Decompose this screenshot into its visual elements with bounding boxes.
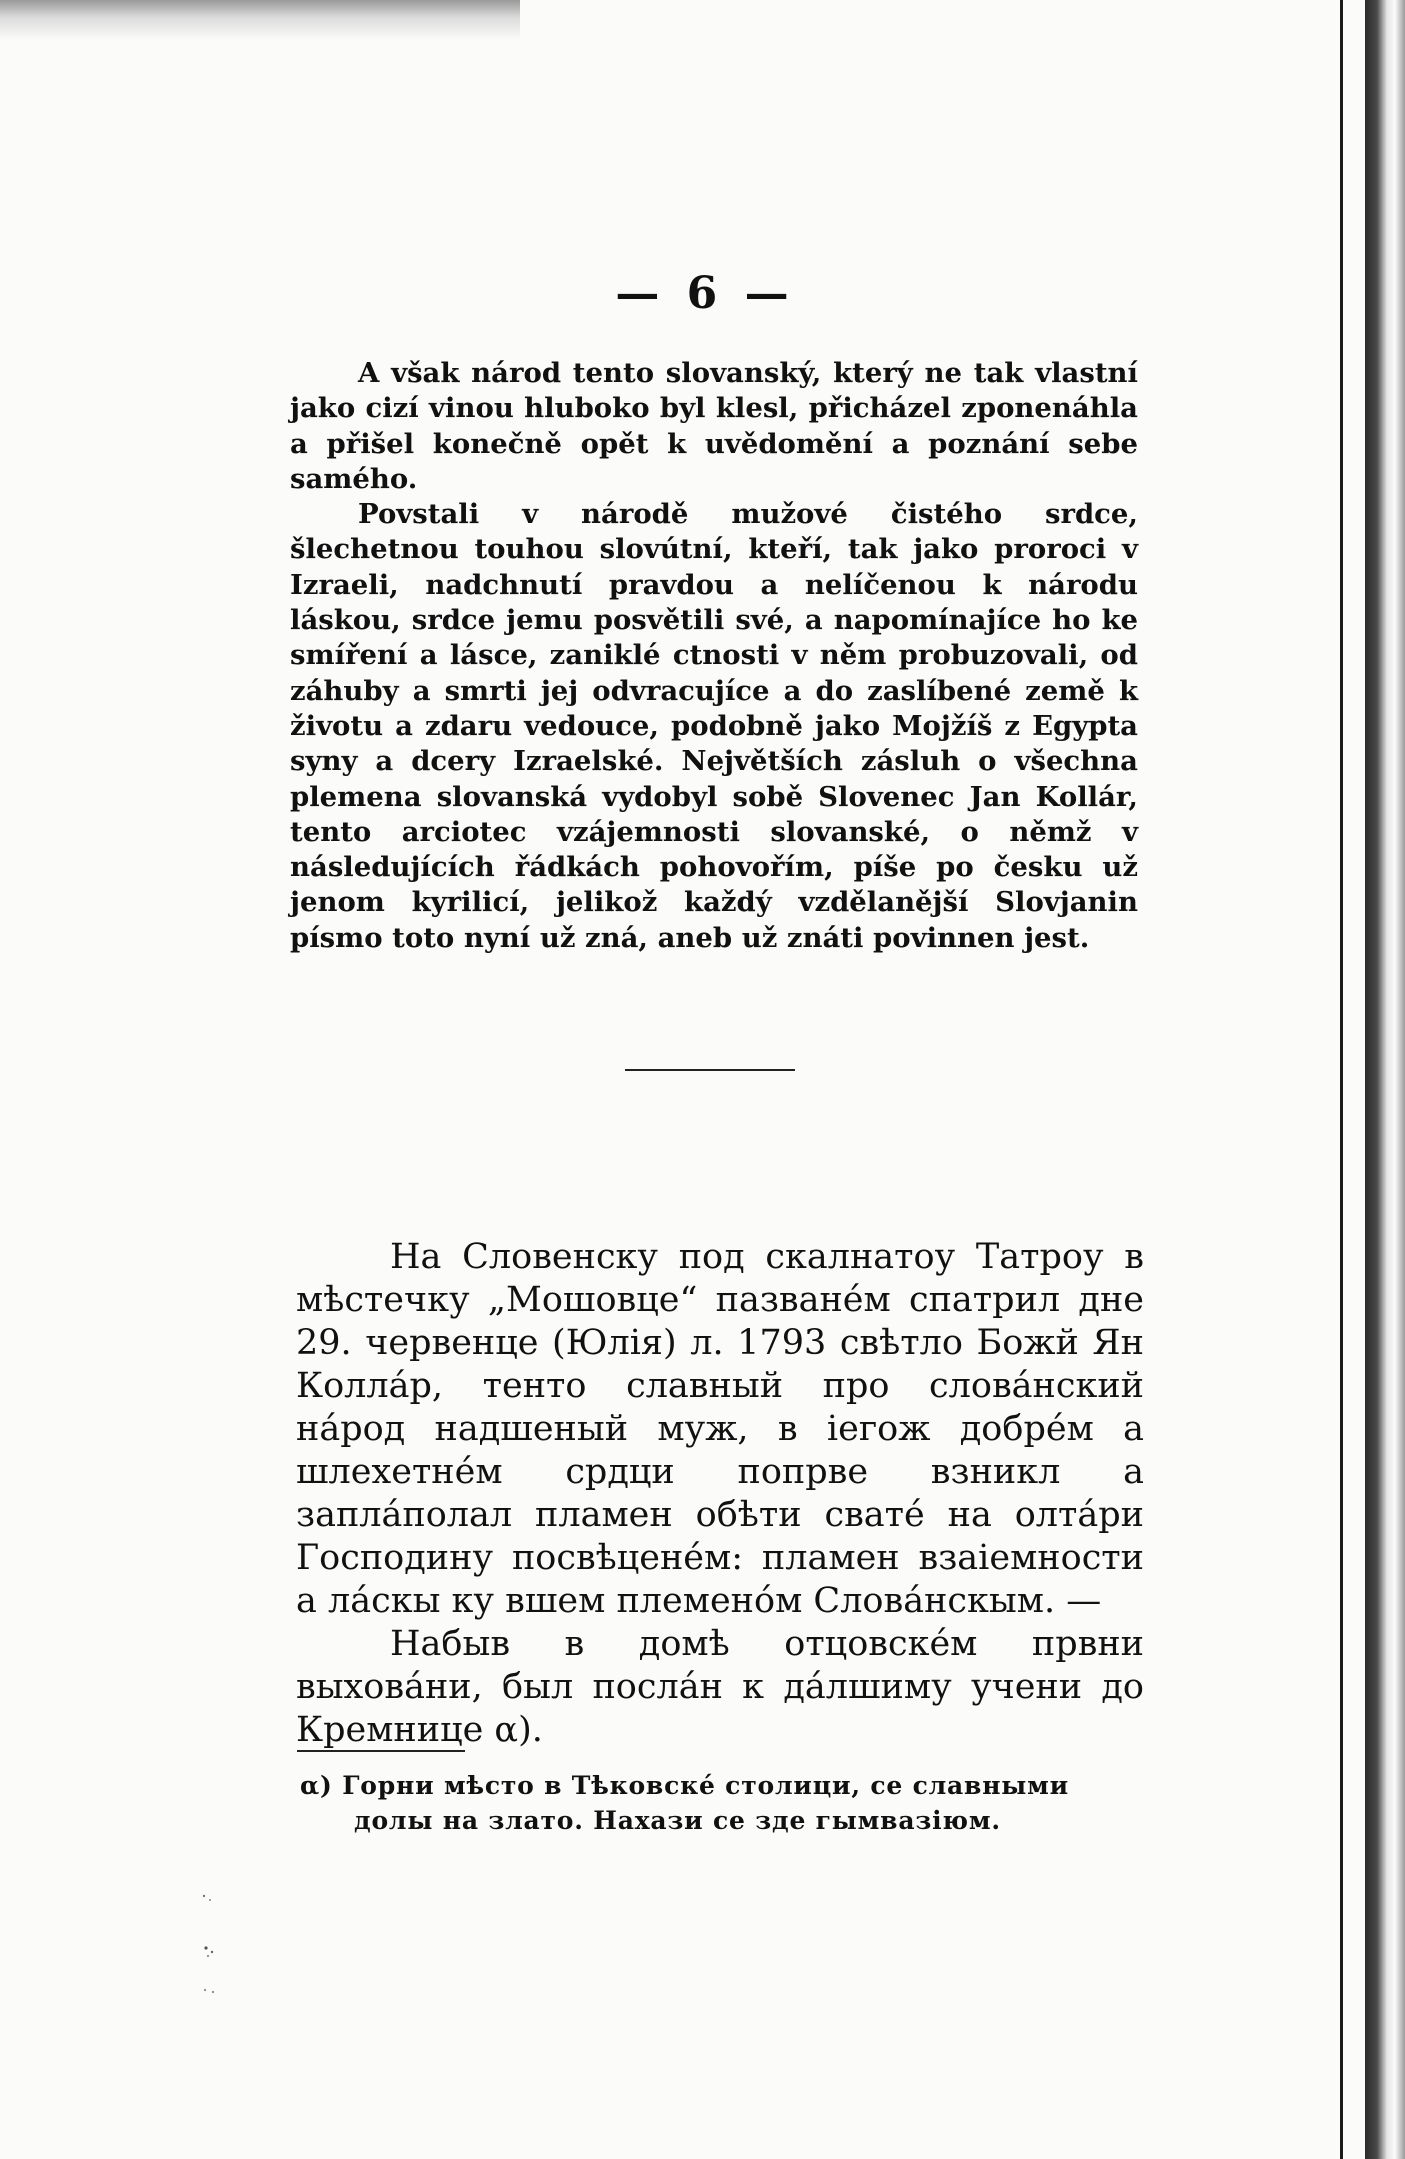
cyrillic-text-block <box>296 1236 1144 1752</box>
cyrillic-paragraph-1: На Словенску под скалнатоу Татроу в мѣстечку „Мошовце“ пазванéм спатрил дне 29. червенце (Юлія) л. 1793 свѣтло Божй Ян Коллáр, тенто славный про словáнский нáрод надшеный муж, в іегож добрéм а шлехетнéм срдци попрве взникл а заплáполал пламен обѣти сватé на олтáри Господину посвѣценéм: пламен взаіемности а лáскы ку вшем племенóм Словáнскым. — <box>296 1237 1144 1621</box>
page-fold-line <box>1340 0 1343 2159</box>
section-divider <box>625 1069 795 1071</box>
footnote <box>300 1768 1142 1838</box>
footnote-marker: α) <box>300 1771 333 1800</box>
footnote-line-1 <box>300 1768 1142 1803</box>
footnote-rule <box>297 1750 465 1752</box>
czech-text-block <box>290 356 1138 956</box>
czech-paragraph-1: A však národ tento slovanský, který ne tak vlastní jako cizí vinou hluboko byl klesl, přicházel zponenáhla a přišel konečně opět k uvědomění a poznání sebe samého. <box>290 357 1138 495</box>
footnote-line-2: долы на злато. Нахази се зде гымвазіюм. <box>354 1806 1001 1835</box>
czech-paragraph-2: Povstali v národě mužové čistého srdce, šlechetnou touhou slovútní, kteří, tak jako proroci v Izraeli, nadchnutí pravdou a nelíčenou k národu láskou, srdce jemu posvětili své, a napomínajíce ho ke smíření a lásce, zaniklé ctnosti v něm probuzovali, od záhuby a smrti jej odvracujíce a do zaslíbené země k životu a zdaru vedouce, podobně jako Mojžíš z Egypta syny a dcery Izraelské. Největších zásluh o všechna plemena slovanská vydobyl sobě Slovenec Jan Kollár, tento arciotec vzájemnosti slovanské, o němž v následujících řádkách pohovořím, píše po česku už jenom kyrilicí, jelikož každý vzdělanější Slovjanin písmo toto nyní už zná, aneb už znáti povinnen jest. <box>290 498 1138 954</box>
footnote-text-1: Горни мѣсто в Тѣковскé столици, се славными <box>342 1771 1070 1800</box>
scan-specks <box>196 1890 226 2010</box>
cyrillic-paragraph-2: Набыв в домѣ отцовскéм првни выховáни, был послáн к дáлшиму учени до Кремнице α). <box>296 1624 1144 1750</box>
scan-edge <box>1365 0 1405 2159</box>
page-number: — 6 — <box>615 268 795 319</box>
